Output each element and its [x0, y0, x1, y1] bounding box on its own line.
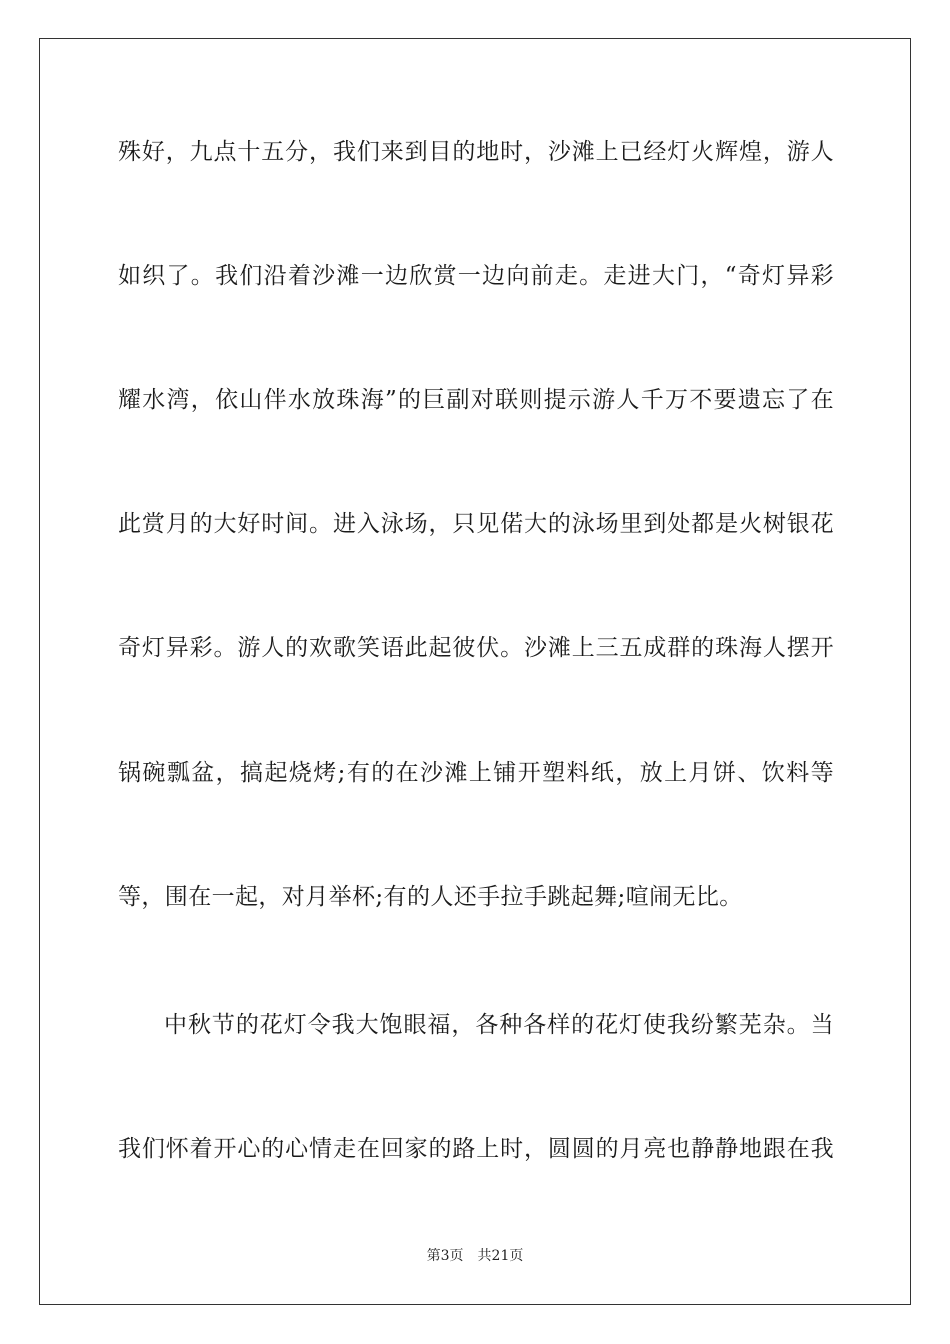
page-number: 第3页: [426, 1248, 464, 1264]
body-text-line-2: 如织了。我们沿着沙滩一边欣赏一边向前走。走进大门，“奇灯异彩: [118, 263, 834, 289]
body-text-line-7: 等，围在一起，对月举杯;有的人还手拉手跳起舞;喧闹无比。: [118, 884, 743, 910]
body-text-line-3: 耀水湾，依山伴水放珠海”的巨副对联则提示游人千万不要遗忘了在: [118, 387, 834, 413]
page-footer: [0, 1247, 950, 1265]
total-pages: 共21页: [477, 1248, 524, 1264]
body-text-line-4: 此赏月的大好时间。进入泳场，只见偌大的泳场里到处都是火树银花: [118, 511, 834, 537]
body-text-line-1: 殊好，九点十五分，我们来到目的地时，沙滩上已经灯火辉煌，游人: [118, 139, 834, 165]
body-text-line-5: 奇灯异彩。游人的欢歌笑语此起彼伏。沙滩上三五成群的珠海人摆开: [118, 635, 834, 661]
body-text-line-6: 锅碗瓢盆，搞起烧烤;有的在沙滩上铺开塑料纸，放上月饼、饮料等: [118, 760, 834, 786]
page-border: [39, 38, 911, 1305]
paragraph-start-line: 中秋节的花灯令我大饱眼福，各种各样的花灯使我纷繁芜杂。当: [164, 1012, 834, 1038]
body-text-line-9: 我们怀着开心的心情走在回家的路上时，圆圆的月亮也静静地跟在我: [118, 1136, 834, 1162]
